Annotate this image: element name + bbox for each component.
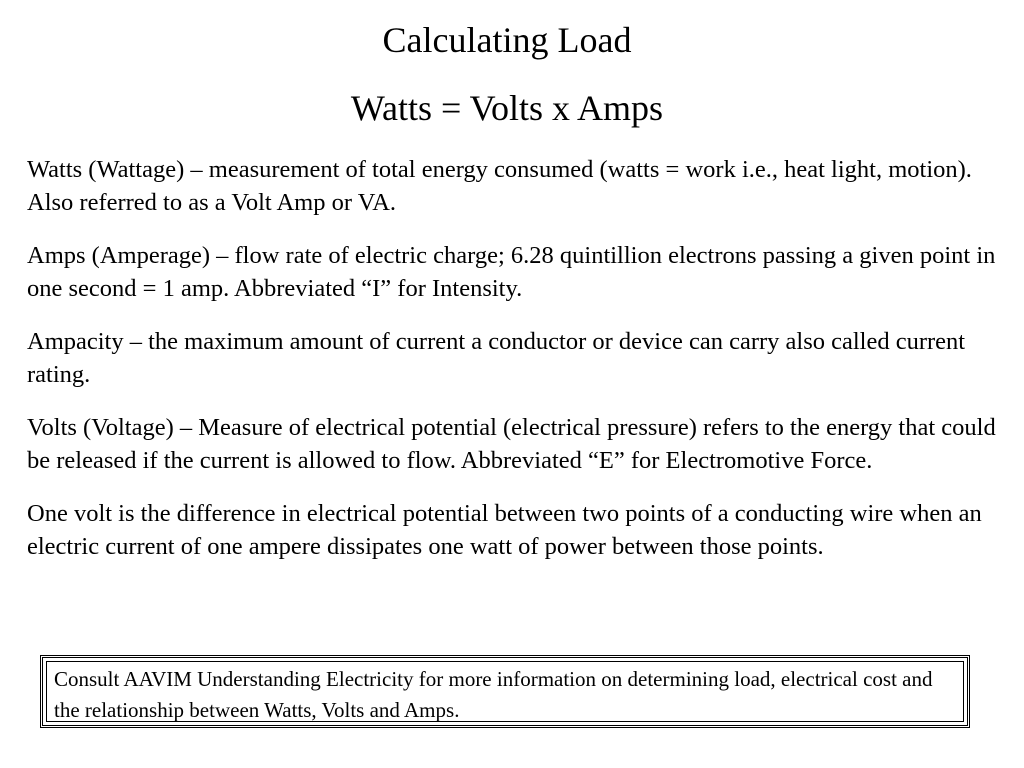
paragraph-ampacity: Ampacity – the maximum amount of current a conductor or device can carry also called current rating.: [27, 328, 966, 388]
paragraph-volts: Volts (Voltage) – Measure of electrical potential (electrical pressure) refers to the energy that could be released if the current is allowed to flow. Abbreviated “E” for Electromotive Force.: [27, 414, 996, 474]
note-text: Consult AAVIM Understanding Electricity for more information on determining load, electrical cost and the relationship between Watts, Volts and Amps.: [54, 667, 933, 722]
body-text: [27, 153, 1002, 583]
paragraph-amps: Amps (Amperage) – flow rate of electric charge; 6.28 quintillion electrons passing a given point in one second = 1 amp. Abbreviated “I” for Intensity.: [27, 242, 996, 302]
slide-title: Calculating Load: [382, 20, 632, 60]
paragraph-one-volt: One volt is the difference in electrical potential between two points of a conducting wire when an electric current of one ampere dissipates one watt of power between those points.: [27, 500, 982, 560]
paragraph-watts: Watts (Wattage) – measurement of total energy consumed (watts = work i.e., heat light, motion). Also referred to as a Volt Amp or VA.: [27, 156, 972, 216]
note-box: [40, 655, 970, 728]
formula-subtitle: Watts = Volts x Amps: [350, 88, 664, 128]
